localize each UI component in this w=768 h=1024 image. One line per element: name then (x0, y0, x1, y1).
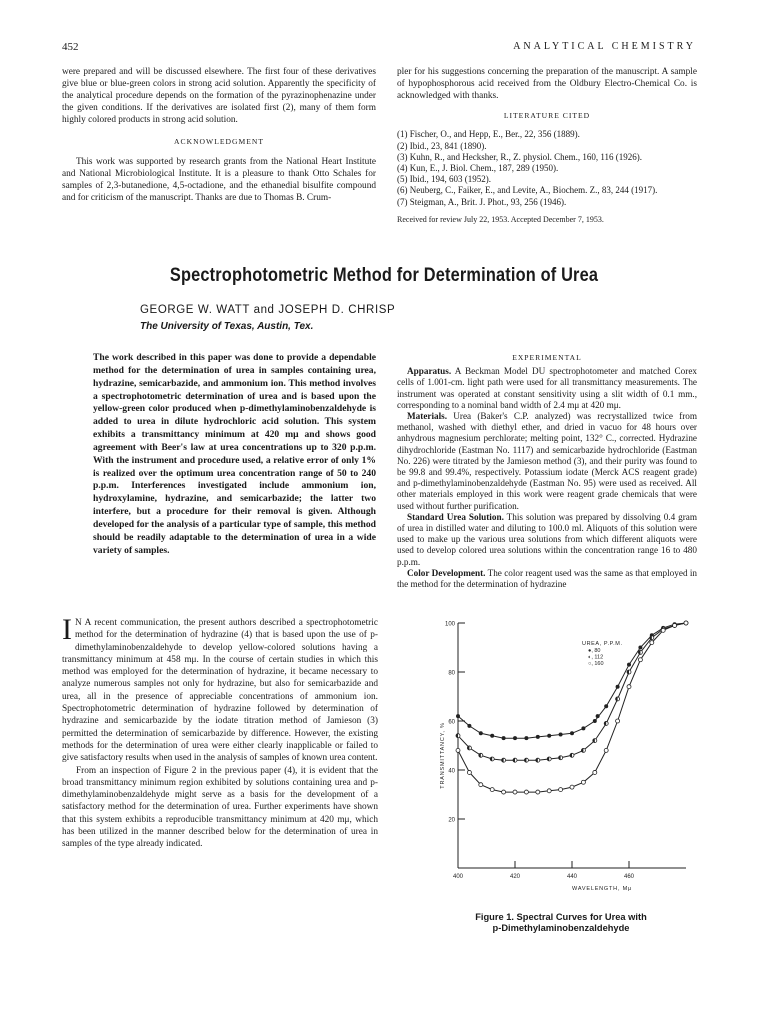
data-point (627, 685, 631, 689)
data-point (684, 621, 688, 625)
data-point (559, 732, 563, 736)
reference-item: (6) Neuberg, C., Faiker, E., and Levite, A., Biochem. Z., 83, 244 (1917). (397, 185, 658, 196)
x-axis-label: WAVELENGTH, Mμ (572, 886, 632, 892)
data-point (547, 789, 551, 793)
materials-text: Urea (Baker's C.P. analyzed) was recrystallized twice from methanol, washed with diethyl ether, and dried in vacuo for 48 hours over anhydrous magnesium perchlorate; melting point, 132° C., corrected. Hydrazine dihydrochloride (Eastman No. 1117) and semicarbazide hydrochloride (Eastman No. 226) were titrated by the Jamieson method (3), and their purity was found to be 99.8 and 99.4%, respectively. Potassium iodate (Merck ACS reagent grade) and p-dimethylaminobenzaldehyde (Eastman No. 95) were used as received. All other materials employed in this work were reagent grade chemicals that were used without further purification. (397, 411, 697, 511)
data-point (650, 641, 654, 645)
introduction (62, 613, 378, 851)
data-point (536, 790, 540, 794)
data-point (616, 685, 620, 689)
x-tick-label: 400 (452, 874, 464, 880)
experimental-heading: EXPERIMENTAL (512, 353, 582, 362)
data-point (616, 719, 620, 723)
intro-paragraph-1: N A recent communication, the present authors described a spectrophotometric method for the determination of hydrazine (4) that is based upon the use of p-dimethylaminobenzaldehyde to develop yellow-colored solutions having a transmittancy minimum at 458 mμ. In the course of certain studies in which this method was employed for the determination of hydrazine, it became necessary to analyze numerous samples not only for hydrazine, but also for semicarbazide and urea, all in the presence of appreciable concentrations of ammonium ion. Spectrophotometric determination of hydrazine followed by determination of hydrazine and semicarbazide by the iodate titration method of Jamieson (3) permitted the determination of semicarbazide by difference. However, the existing methods for the determination of urea were either clearly inapplicable or failed to give satisfactory results when used in the analysis of samples of known urea content. (62, 618, 378, 764)
prev-paragraph: were prepared and will be discussed elsewhere. The first four of these derivatives give blue or blue-green colors in strong acid solution. Apparently the specificity of the analytical procedure depends on the formation of the pyrazinophenazine under the given conditions. If the derivatives are isolated first (2), many of them form highly colored products in strong acid solution. (62, 67, 376, 126)
legend-item: ◐, 112 (588, 654, 604, 661)
apparatus-text: A Beckman Model DU spectrophotometer and matched Corex cells of 1.001-cm. light path were used for all transmittancy measurements. The instrument was operated at constant sensitivity using a slit width of 0.1 mm., corresponding to a nominal band width of 2.4 mμ at 420 mμ. (397, 366, 697, 410)
data-point (596, 714, 600, 718)
color-development-heading: Color Development. (407, 567, 486, 578)
legend-item: ●, 80 (588, 648, 601, 654)
data-point (559, 788, 563, 792)
reference-item: (1) Fischer, O., and Hepp, E., Ber., 22, 356 (1889). (397, 129, 580, 140)
data-point (490, 788, 494, 792)
received-date: Received for review July 22, 1953. Accepted December 7, 1953. (397, 214, 604, 224)
literature-cited-heading: LITERATURE CITED (503, 111, 591, 121)
color-development-text: The color reagent used was the same as that employed in the method for the determination of hydrazine (397, 567, 697, 590)
experimental-section (397, 352, 697, 590)
prev-paragraph-continued: pler for his suggestions concerning the preparation of the manuscript. A sample of hypophosphorous acid received from the Oldbury Electro-Chemical Co. is acknowledged with thanks. (397, 67, 697, 102)
author-affiliation: The University of Texas, Austin, Tex. (140, 321, 314, 332)
data-point (513, 736, 517, 740)
data-point (490, 734, 494, 738)
y-axis-label: TRANSMITTANCY, % (440, 722, 446, 789)
data-point (502, 736, 506, 740)
data-point (627, 663, 631, 667)
prev-article-left-column (62, 66, 376, 204)
reference-item: (7) Steigman, A., Brit. J. Phot., 93, 256 (1946). (397, 196, 567, 207)
data-point (570, 731, 574, 735)
reference-list (397, 129, 697, 207)
data-point (593, 719, 597, 723)
reference-item: (5) Ibid., 194, 603 (1952). (397, 174, 491, 185)
acknowledgment-text: This work was supported by research grants from the National Heart Institute and National Microbiological Institute. It is a pleasure to thank Otto Schales for samples of 2,3-butanedione, 4,5-octadione, and the ethanedial bisulfite compound and for criticism of the manuscript. Thanks are due to Thomas B. Crum- (62, 156, 376, 203)
data-point (638, 658, 642, 662)
apparatus-heading: Apparatus. (407, 366, 452, 377)
figure-caption-line-1: Figure 1. Spectral Curves for Urea with (475, 912, 647, 922)
data-point (661, 628, 665, 632)
y-tick-label: 40 (448, 768, 455, 775)
data-point (581, 726, 585, 730)
spectral-curves-chart (428, 615, 698, 905)
y-tick-label: 60 (448, 719, 455, 726)
data-point (581, 780, 585, 784)
abstract: The work described in this paper was done to provide a dependable method for the determination of urea in samples containing urea, hydrazine, semicarbazide, and ammonium ion. This method involves a spectrophotometric determination of urea and is based upon the yellow-green color produced when p-dimethylaminobenzaldehyde is added to urea in dilute hydrochloric acid solution. This system exhibits a transmittancy minimum at 420 mμ and shows good agreement with Beer's law at urea concentrations up to 320 p.p.m. With the instrument and procedure used, a relative error of only 1% is realized over the optimum urea concentration range of 50 to 240 p.p.m. Interferences investigated include ammonium ion, hydroxylamine, hydrazine, and semicarbazide; the latter two interfere, but a procedure for their removal is given. Although developed for the analysis of a particular type of sample, this method should be readily adaptable to the determination of urea in a wide variety of samples. (93, 352, 376, 556)
data-point (456, 714, 460, 718)
legend-item: ○, 160 (588, 661, 604, 667)
series-line-160 (458, 623, 686, 792)
materials-heading: Materials. (407, 411, 448, 422)
data-point (593, 770, 597, 774)
standard-solution-text: This solution was prepared by dissolving 0.4 gram of urea in distilled water and diluting to 100.0 ml. Aliquots of this solution were used to make up the various urea solutions from which different aliquots were used to develop colored urea solutions within the concentration range 16 to 480 p.p.m. (397, 511, 697, 567)
intro-paragraph-2: From an inspection of Figure 2 in the previous paper (4), it is evident that the broad transmittancy minimum region exhibited by solutions containing urea and p-dimethylaminobenzaldehyde might serve as a basis for the development of a satisfactory method for the determination of urea. Further experiments have shown that this system exhibits a reproducible transmittancy minimum at 420 mμ, which has been utilized in the manner described below for the determination of urea in samples of the type already indicated. (62, 765, 378, 850)
prev-article-right-column (397, 66, 697, 226)
journal-name: ANALYTICAL CHEMISTRY (513, 41, 696, 52)
y-tick-label: 100 (444, 621, 455, 628)
data-point (524, 736, 528, 740)
reference-item: (2) Ibid., 23, 841 (1890). (397, 140, 487, 151)
data-point (456, 748, 460, 752)
data-point (524, 790, 528, 794)
x-tick-label: 460 (623, 874, 635, 880)
article-authors: GEORGE W. WATT and JOSEPH D. CHRISP (140, 304, 396, 316)
data-point (502, 790, 506, 794)
y-tick-label: 20 (448, 817, 455, 824)
data-point (570, 785, 574, 789)
reference-item: (4) Kun, E., J. Biol. Chem., 187, 289 (1950). (397, 162, 559, 173)
data-point (467, 770, 471, 774)
data-point (479, 731, 483, 735)
data-point (604, 704, 608, 708)
data-point (638, 646, 642, 650)
data-point (479, 783, 483, 787)
data-point (467, 724, 471, 728)
data-point (673, 623, 677, 627)
acknowledgment-heading: ACKNOWLEDGMENT (174, 137, 264, 147)
data-point (604, 748, 608, 752)
legend-title: UREA, P.P.M. (582, 641, 623, 647)
data-point (547, 734, 551, 738)
x-tick-label: 440 (566, 874, 578, 880)
drop-cap: I (62, 613, 72, 646)
article-title: Spectrophotometric Method for Determination of Urea (169, 265, 599, 286)
standard-solution-heading: Standard Urea Solution. (407, 511, 504, 522)
data-point (513, 790, 517, 794)
y-tick-label: 80 (448, 670, 455, 677)
figure-caption-line-2: p-Dimethylaminobenzaldehyde (492, 923, 630, 933)
x-tick-label: 420 (509, 874, 521, 880)
data-point (536, 735, 540, 739)
figure-caption (420, 912, 702, 934)
page-number: 452 (62, 41, 79, 53)
reference-item: (3) Kuhn, R., and Hecksher, R., Z. physiol. Chem., 160, 116 (1926). (397, 151, 643, 162)
